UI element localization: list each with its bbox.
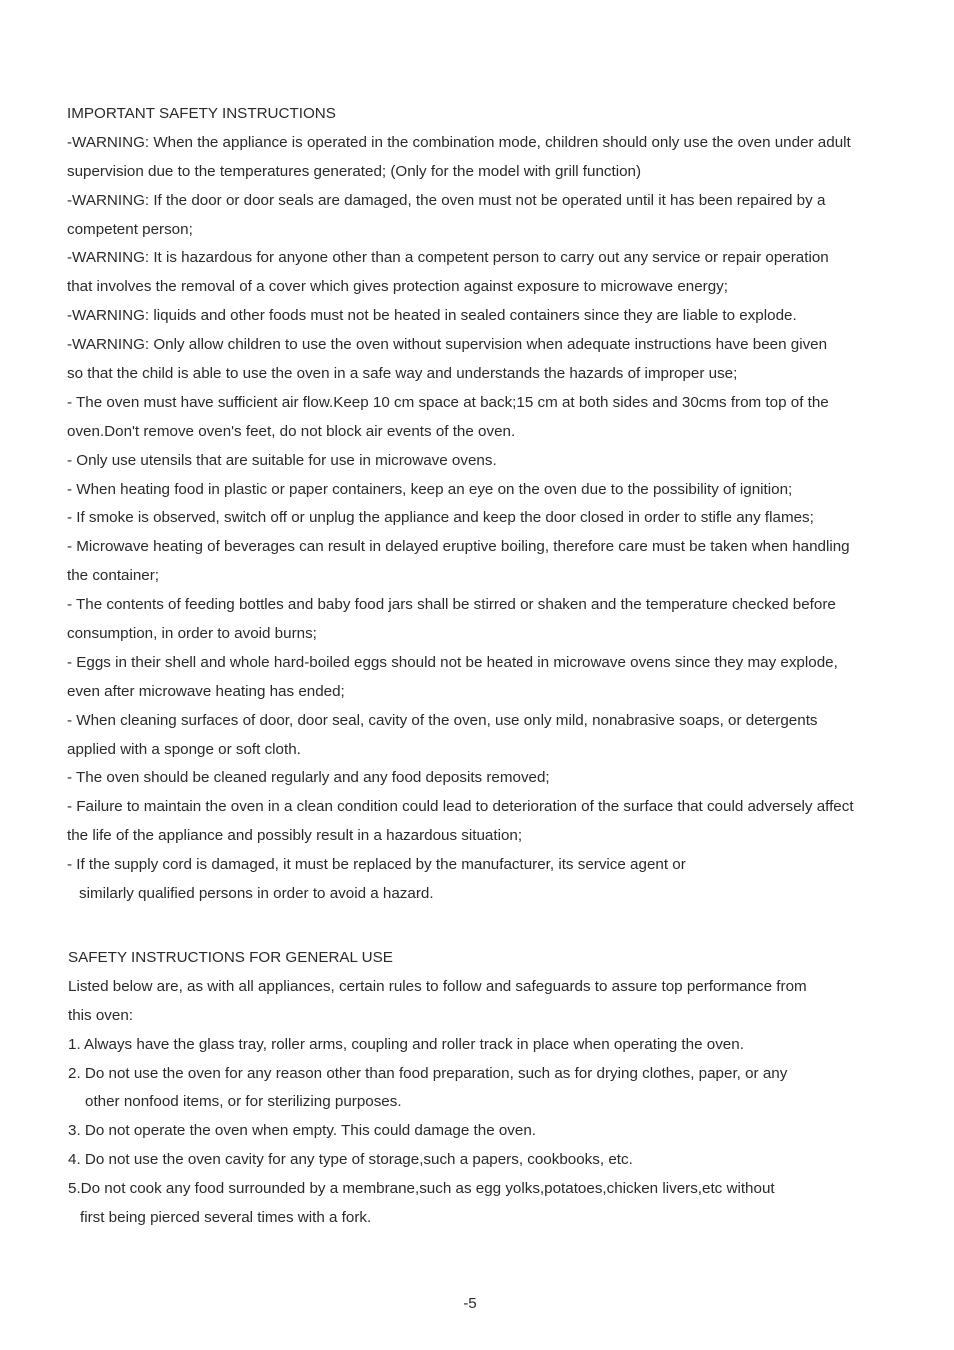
section-heading: IMPORTANT SAFETY INSTRUCTIONS (67, 105, 336, 122)
text-line: - The oven should be cleaned regularly and any food deposits removed; (67, 769, 550, 787)
text-line: that involves the removal of a cover which gives protection against exposure to microwave energy; (67, 278, 728, 296)
section-heading: SAFETY INSTRUCTIONS FOR GENERAL USE (68, 949, 393, 966)
list-item: 5.Do not cook any food surrounded by a membrane,such as egg yolks,potatoes,chicken livers,etc without (68, 1180, 775, 1198)
text-line: -WARNING: It is hazardous for anyone other than a competent person to carry out any service or repair operation (67, 249, 829, 267)
text-line: even after microwave heating has ended; (67, 682, 345, 700)
text-line: Listed below are, as with all appliances, certain rules to follow and safeguards to assure top performance from (68, 977, 807, 995)
text-line: competent person; (67, 220, 193, 238)
text-line: -WARNING: Only allow children to use the oven without supervision when adequate instructions have been given (67, 336, 828, 354)
text-line: - Only use utensils that are suitable for use in microwave ovens. (67, 451, 497, 469)
list-item: 3. Do not operate the oven when empty. This could damage the oven. (68, 1122, 537, 1140)
text-line: similarly qualified persons in order to avoid a hazard. (79, 885, 434, 903)
list-item: 2. Do not use the oven for any reason other than food preparation, such as for drying clothes, paper, or any (68, 1064, 788, 1082)
text-line: - Failure to maintain the oven in a clean condition could lead to deterioration of the surface that could adversely affect (67, 798, 854, 816)
text-line: so that the child is able to use the oven in a safe way and understands the hazards of improper use; (67, 365, 738, 383)
text-line: -WARNING: liquids and other foods must not be heated in sealed containers since they are liable to explode. (67, 307, 797, 325)
text-line: - Microwave heating of beverages can result in delayed eruptive boiling, therefore care must be taken when handling (67, 538, 850, 556)
list-item: 1. Always have the glass tray, roller arms, coupling and roller track in place when operating the oven. (68, 1035, 744, 1053)
text-line: - If smoke is observed, switch off or unplug the appliance and keep the door closed in order to stifle any flames; (67, 509, 814, 527)
text-line: the life of the appliance and possibly result in a hazardous situation; (67, 827, 523, 845)
text-line: oven.Don't remove oven's feet, do not block air events of the oven. (67, 422, 516, 440)
text-line: -WARNING: If the door or door seals are damaged, the oven must not be operated until it has been repaired by a (67, 191, 826, 209)
important-safety-instructions-section (67, 100, 907, 909)
text-line: the container; (67, 567, 160, 585)
text-line: applied with a sponge or soft cloth. (67, 740, 301, 758)
text-line: consumption, in order to avoid burns; (67, 625, 317, 643)
text-line: -WARNING: When the appliance is operated in the combination mode, children should only use the oven under adult (67, 133, 851, 151)
text-line: - The oven must have sufficient air flow.Keep 10 cm space at back;15 cm at both sides and 30cms from top of the (67, 393, 829, 411)
list-item-continuation: first being pierced several times with a fork. (80, 1209, 372, 1227)
text-line: - When heating food in plastic or paper containers, keep an eye on the oven due to the possibility of ignition; (67, 480, 793, 498)
text-line: - When cleaning surfaces of door, door seal, cavity of the oven, use only mild, nonabrasive soaps, or detergents (67, 711, 818, 729)
text-line: - If the supply cord is damaged, it must be replaced by the manufacturer, its service agent or (67, 856, 686, 874)
list-item-continuation: other nonfood items, or for sterilizing purposes. (85, 1093, 402, 1111)
text-line: - Eggs in their shell and whole hard-boiled eggs should not be heated in microwave ovens since they may explode, (67, 653, 838, 671)
list-item: 4. Do not use the oven cavity for any type of storage,such a papers, cookbooks, etc. (68, 1151, 633, 1169)
page-number: -5 (463, 1295, 477, 1312)
general-use-instructions-section (68, 944, 908, 1233)
text-line: supervision due to the temperatures generated; (Only for the model with grill function) (67, 162, 642, 180)
text-line: - The contents of feeding bottles and baby food jars shall be stirred or shaken and the temperature checked before (67, 596, 836, 614)
text-line: this oven: (68, 1006, 134, 1024)
